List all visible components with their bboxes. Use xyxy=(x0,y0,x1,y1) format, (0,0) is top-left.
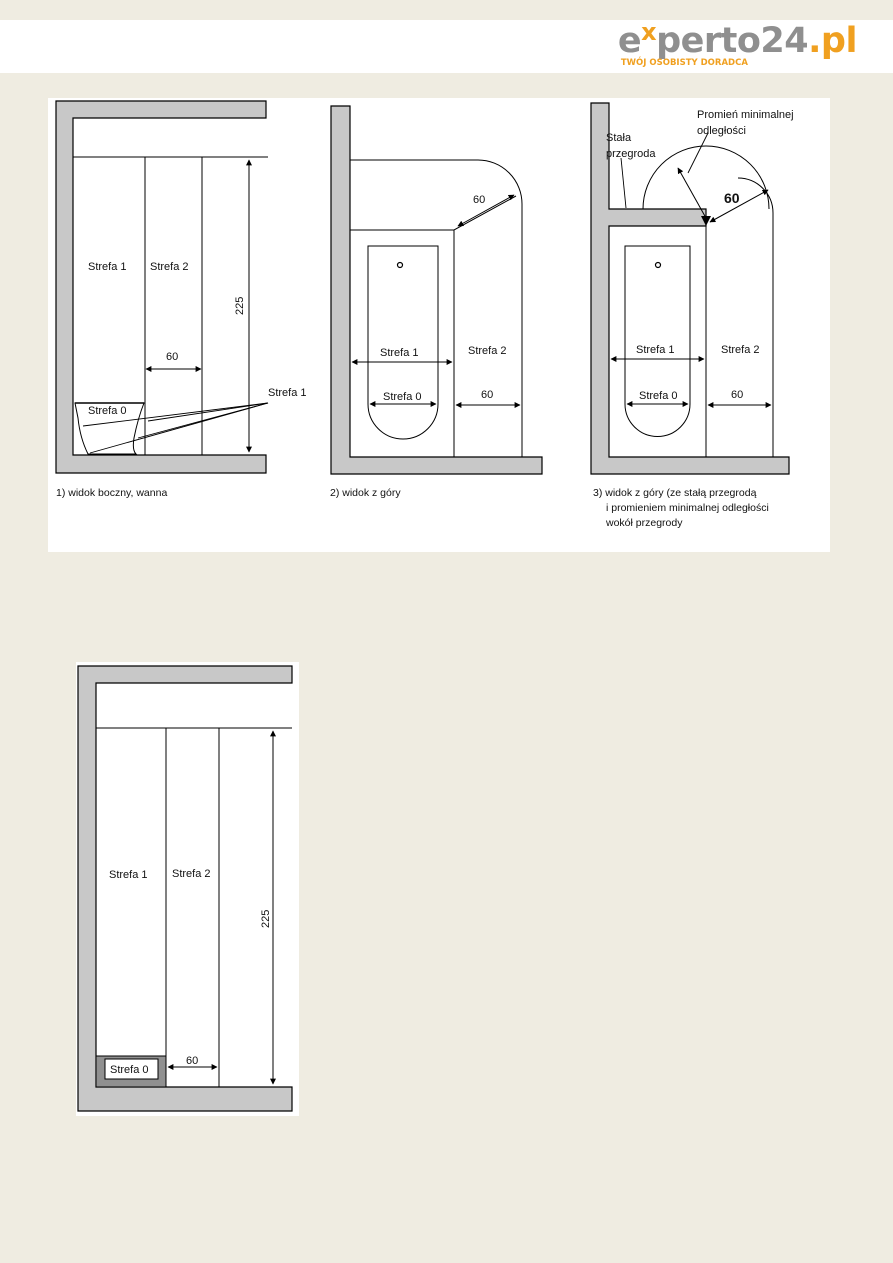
wall-section xyxy=(78,666,292,1111)
dim-top-label: 60 xyxy=(473,194,486,206)
bathtub-shape xyxy=(625,246,690,437)
zone2-label: Strefa 2 xyxy=(468,345,507,357)
diagram-top-view xyxy=(330,106,542,499)
zone1-label: Strefa 1 xyxy=(109,869,148,881)
zone2-label: Strefa 2 xyxy=(721,344,760,356)
partition-label-line1: Stała xyxy=(606,132,632,144)
partition-label-line2: przegroda xyxy=(606,148,656,160)
caption-line1: 3) widok z góry (ze stałą przegrodą xyxy=(593,487,757,499)
diagram-side-view xyxy=(56,101,307,499)
dim-right-label: 60 xyxy=(481,389,494,401)
zones-diagrams-svg xyxy=(48,98,830,552)
width-label: 60 xyxy=(186,1055,199,1067)
zone0-label: Strefa 0 xyxy=(88,405,127,417)
caption-top-view: 2) widok z góry xyxy=(330,487,401,499)
radius-label-line1: Promień minimalnej xyxy=(697,109,794,121)
radius-label-line2: odległości xyxy=(697,125,746,137)
dim-top-label: 60 xyxy=(724,190,740,206)
shower-side-view-svg xyxy=(76,662,299,1116)
diagram-panel-top xyxy=(48,98,830,552)
zone0-label: Strefa 0 xyxy=(110,1064,149,1076)
caption-line3: wokół przegrody xyxy=(606,517,683,529)
diagram-top-view-partition xyxy=(591,103,794,529)
logo-tagline: TWÓJ OSOBISTY DORADCA xyxy=(620,58,748,68)
height-label: 225 xyxy=(260,909,272,928)
zone2-label: Strefa 2 xyxy=(150,261,189,273)
diagram-panel-bottom xyxy=(76,662,299,1116)
zone0-label: Strefa 0 xyxy=(383,391,422,403)
logo-wordmark: $e^xperto24.pl$ xyxy=(617,18,857,61)
caption-side-view: 1) widok boczny, wanna xyxy=(56,487,168,499)
zone2-label: Strefa 2 xyxy=(172,868,211,880)
page-header xyxy=(0,20,893,73)
height-label: 225 xyxy=(234,296,246,315)
width-label: 60 xyxy=(166,351,179,363)
zone0-label: Strefa 0 xyxy=(639,390,678,402)
zone1-label: Strefa 1 xyxy=(636,344,675,356)
caption-line2: i promieniem minimalnej odległości xyxy=(606,502,769,514)
dim-right-label: 60 xyxy=(731,389,744,401)
zone1-label: Strefa 1 xyxy=(380,347,419,359)
zone1-callout-label: Strefa 1 xyxy=(268,387,307,399)
experto24-logo[interactable] xyxy=(617,18,857,68)
bathtub-shape xyxy=(368,246,438,439)
zone1-label: Strefa 1 xyxy=(88,261,127,273)
